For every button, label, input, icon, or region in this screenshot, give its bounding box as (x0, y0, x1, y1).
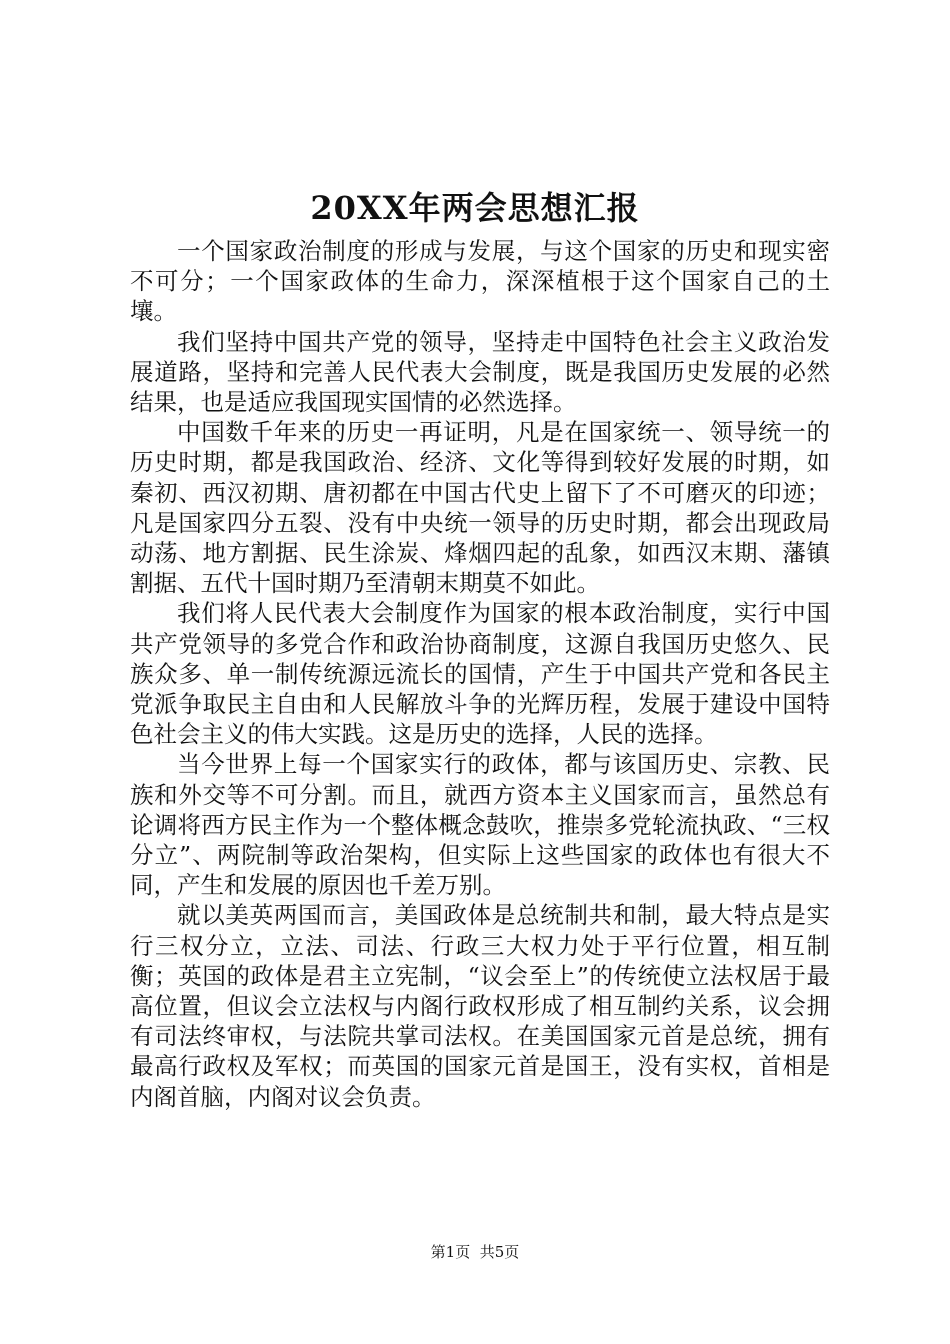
page-footer (0, 1242, 950, 1262)
footer-spacer (470, 1243, 480, 1261)
document-title: 20XX年两会思想汇报 (310, 189, 640, 227)
paragraph: 就以美英两国而言，美国政体是总统制共和制，最大特点是实行三权分立，立法、司法、行政三大权力处于平行位置，相互制衡；英国的政体是君主立宪制，“议会至上”的传统使立法权居于最高位置，但议会立法权与内阁行政权形成了相互制约关系，议会拥有司法终审权，与法院共掌司法权。在美国国家元首是总统，拥有最高行政权及军权；而英国的国家元首是国王，没有实权，首相是内阁首脑，内阁对议会负责。 (130, 901, 830, 1111)
document-body (130, 236, 830, 1112)
paragraph: 我们将人民代表大会制度作为国家的根本政治制度，实行中国共产党领导的多党合作和政治协商制度，这源自我国历史悠久、民族众多、单一制传统源远流长的国情，产生于中国共产党和各民主党派争取民主自由和人民解放斗争的光辉历程，发展于建设中国特色社会主义的伟大实践。这是历史的选择，人民的选择。 (130, 599, 830, 749)
paragraph: 中国数千年来的历史一再证明，凡是在国家统一、领导统一的历史时期，都是我国政治、经济、文化等得到较好发展的时期，如秦初、西汉初期、唐初都在中国古代史上留下了不可磨灭的印迹；凡是国家四分五裂、没有中央统一领导的历史时期，都会出现政局动荡、地方割据、民生涂炭、烽烟四起的乱象，如西汉末期、藩镇割据、五代十国时期乃至清朝末期莫不如此。 (130, 418, 830, 598)
paragraph: 一个国家政治制度的形成与发展，与这个国家的历史和现实密不可分；一个国家政体的生命力，深深植根于这个国家自己的土壤。 (130, 237, 830, 326)
page-total: 共5页 (479, 1243, 520, 1261)
page-number: 第1页 (430, 1243, 471, 1261)
paragraph: 当今世界上每一个国家实行的政体，都与该国历史、宗教、民族和外交等不可分割。而且，就西方资本主义国家而言，虽然总有论调将西方民主作为一个整体概念鼓吹，推崇多党轮流执政、“三权分立”、两院制等政治架构，但实际上这些国家的政体也有很大不同，产生和发展的原因也千差万别。 (130, 750, 830, 900)
paragraph: 我们坚持中国共产党的领导，坚持走中国特色社会主义政治发展道路，坚持和完善人民代表大会制度，既是我国历史发展的必然结果，也是适应我国现实国情的必然选择。 (130, 327, 830, 417)
